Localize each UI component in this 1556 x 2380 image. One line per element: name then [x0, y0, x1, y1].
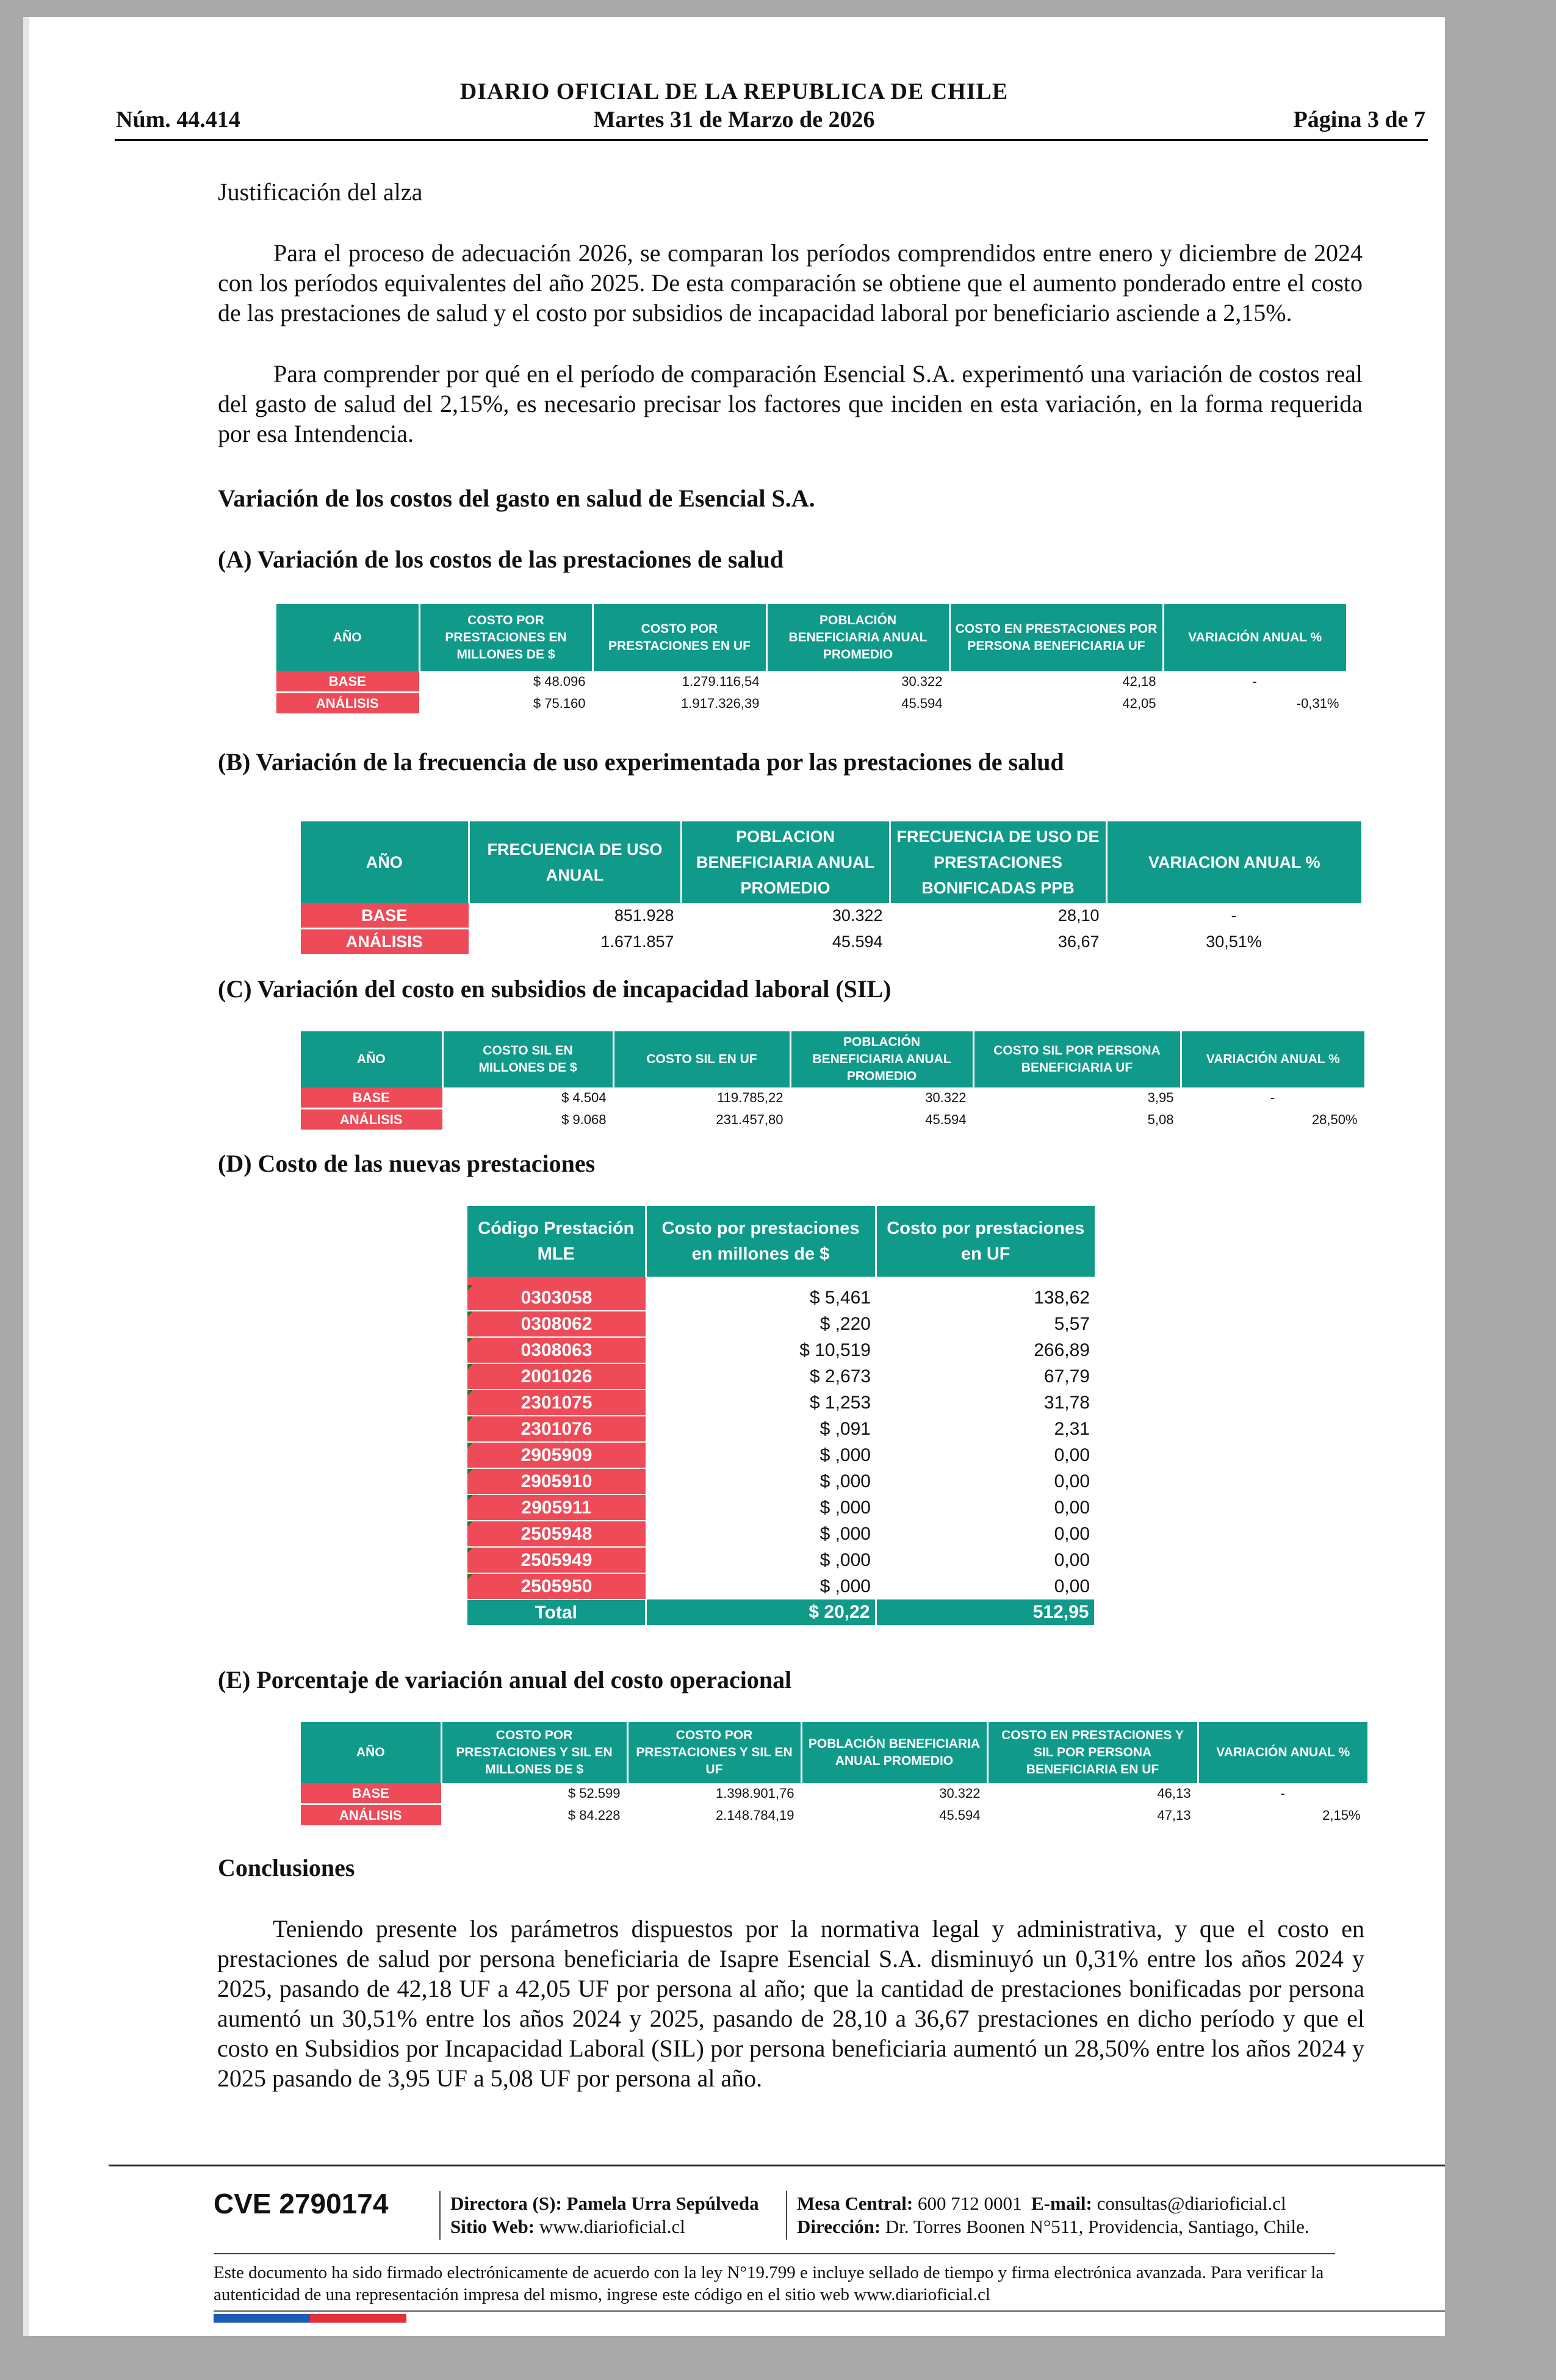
table-cell: $ 2,673 — [809, 1366, 871, 1387]
phone-label: Mesa Central: — [797, 2193, 913, 2214]
table-cell: 0,00 — [1054, 1576, 1090, 1596]
table-b-title: (B) Variación de la frecuencia de uso experimentada por las prestaciones de salud — [218, 748, 1064, 776]
table-a-header: COSTO POR PRESTACIONES EN MILLONES DE $ — [419, 604, 593, 671]
table-b — [301, 821, 1363, 956]
total-cost-uf: 512,95 — [876, 1599, 1095, 1625]
table-cell: $ ,000 — [819, 1471, 871, 1491]
table-c-header: COSTO SIL POR PERSONA BENEFICIARIA UF — [973, 1031, 1181, 1087]
table-cell: 2,31 — [1054, 1418, 1090, 1439]
flag-stripe-blue — [214, 2314, 310, 2323]
table-d-header: Costo por prestaciones en millones de $ — [646, 1206, 876, 1277]
table-c-header: VARIACIÓN ANUAL % — [1181, 1031, 1364, 1087]
header-rule — [115, 139, 1428, 141]
legal-notice: Este documento ha sido firmado electrónicamente de acuerdo con la ley N°19.799 e incluye sellado de tiempo y firma electrónica avanzada. Para verificar la autenticidad de una representación impresa del mismo, ingrese este código en el sitio web www.diarioficial.cl — [214, 2263, 1324, 2304]
contact-block — [797, 2192, 1309, 2238]
table-cell: 30.322 — [901, 674, 943, 690]
code-cell: 0308062 — [467, 1311, 646, 1337]
total-row — [467, 1599, 1095, 1625]
row-label: ANÁLISIS — [301, 1805, 441, 1826]
table-cell: 46,13 — [1157, 1786, 1191, 1801]
table-cell: $ 4.504 — [561, 1090, 607, 1106]
issue-date: Martes 31 de Marzo de 2026 — [593, 107, 875, 132]
table-a-title: (A) Variación de los costos de las prestaciones de salud — [218, 546, 784, 573]
table-cell: $ 5,461 — [809, 1288, 871, 1308]
code-cell: 2505949 — [467, 1547, 646, 1573]
table-row — [301, 1805, 1367, 1826]
table-a-header: AÑO — [276, 604, 419, 671]
table-cell: $ ,000 — [819, 1549, 871, 1570]
table-row — [301, 903, 1361, 929]
table-cell: - — [1231, 906, 1237, 925]
table-e-header: COSTO POR PRESTACIONES Y SIL EN MILLONES DE $ — [441, 1722, 627, 1783]
table-cell: - — [1252, 674, 1257, 690]
table-b-header: FRECUENCIA DE USO DE PRESTACIONES BONIFICADAS PPB — [890, 821, 1106, 903]
table-cell: 1.917.326,39 — [681, 695, 760, 711]
table-cell: 30,51% — [1206, 932, 1262, 951]
table-cell: 28,50% — [1311, 1111, 1358, 1127]
email-value: consultas@diarioficial.cl — [1097, 2193, 1286, 2214]
table-row — [467, 1285, 1095, 1311]
table-row — [467, 1573, 1095, 1599]
table-cell: 0,00 — [1054, 1471, 1090, 1491]
table-cell: 30.322 — [939, 1786, 981, 1801]
total-label: Total — [467, 1599, 646, 1625]
table-row — [467, 1416, 1095, 1442]
table-cell: $ ,000 — [819, 1497, 871, 1518]
table-b-header: AÑO — [301, 821, 469, 903]
table-cell: 36,67 — [1057, 932, 1100, 951]
gazette-title: DIARIO OFICIAL DE LA REPUBLICA DE CHILE — [459, 79, 1009, 104]
web-label: Sitio Web: — [450, 2216, 535, 2237]
footer-rule-2 — [214, 2253, 1335, 2254]
table-cell: -0,31% — [1296, 695, 1339, 711]
row-label: BASE — [301, 903, 469, 929]
director-line — [450, 2192, 759, 2238]
total-cost-millions: $ 20,22 — [646, 1599, 876, 1625]
table-cell: 30.322 — [832, 906, 883, 925]
table-cell: 2,15% — [1322, 1807, 1361, 1823]
table-cell: 3,95 — [1147, 1090, 1174, 1106]
footer-rule — [109, 2165, 1445, 2166]
issue-number: Núm. 44.414 — [116, 107, 240, 132]
code-cell: 0308063 — [467, 1337, 646, 1363]
table-cell: $ ,000 — [819, 1523, 871, 1544]
table-cell: $ 48.096 — [533, 674, 586, 690]
table-cell: 42,18 — [1122, 674, 1156, 690]
code-cell: 2905909 — [467, 1442, 646, 1468]
table-row — [301, 1109, 1364, 1131]
footer-divider — [439, 2191, 441, 2240]
table-cell: 0,00 — [1054, 1444, 1090, 1465]
table-a-header: COSTO EN PRESTACIONES POR PERSONA BENEFICIARIA UF — [949, 604, 1163, 671]
table-cell: 5,57 — [1054, 1313, 1090, 1334]
director-label: Directora (S): — [450, 2193, 562, 2214]
table-e-header: COSTO EN PRESTACIONES Y SIL POR PERSONA BENEFICIARIA EN UF — [987, 1722, 1198, 1783]
table-row — [467, 1442, 1095, 1468]
table-cell: 31,78 — [1043, 1392, 1090, 1413]
footer-divider — [786, 2191, 787, 2240]
code-cell: 2505950 — [467, 1573, 646, 1599]
table-cell: 45.594 — [901, 695, 943, 711]
table-row — [467, 1337, 1095, 1363]
code-cell: 0303058 — [467, 1285, 646, 1311]
table-cell: 28,10 — [1057, 906, 1100, 925]
table-row — [467, 1468, 1095, 1495]
table-row — [467, 1521, 1095, 1547]
table-a-header: COSTO POR PRESTACIONES EN UF — [593, 604, 766, 671]
table-d-header: Código Prestación MLE — [467, 1206, 646, 1277]
web-value: www.diarioficial.cl — [539, 2216, 685, 2237]
row-label: ANÁLISIS — [276, 693, 419, 715]
table-b-header: FRECUENCIA DE USO ANUAL — [469, 821, 681, 903]
table-cell: 851.928 — [614, 906, 674, 925]
table-cell: - — [1270, 1090, 1275, 1106]
table-cell: 45.594 — [832, 932, 883, 951]
table-cell: $ 1,253 — [809, 1392, 871, 1413]
table-cell: $ ,000 — [819, 1444, 871, 1465]
table-a-header: VARIACIÓN ANUAL % — [1163, 604, 1346, 671]
table-cell: $ ,091 — [819, 1418, 871, 1439]
table-cell: 138,62 — [1034, 1288, 1090, 1308]
table-cell: 67,79 — [1043, 1366, 1090, 1387]
table-c-header: POBLACIÓN BENEFICIARIA ANUAL PROMEDIO — [790, 1031, 973, 1087]
table-cell: 1.279.116,54 — [682, 674, 760, 690]
table-cell: $ 84.228 — [567, 1807, 621, 1823]
table-cell: 266,89 — [1034, 1340, 1090, 1360]
table-cell: 5,08 — [1147, 1111, 1174, 1127]
table-c — [301, 1031, 1366, 1131]
table-c-header: COSTO SIL EN MILLONES DE $ — [442, 1031, 613, 1087]
table-b-header: POBLACION BENEFICIARIA ANUAL PROMEDIO — [681, 821, 890, 903]
table-cell: 45.594 — [925, 1111, 967, 1127]
table-row — [467, 1547, 1095, 1573]
table-cell: 1.398.901,76 — [716, 1786, 794, 1801]
row-label: ANÁLISIS — [301, 929, 469, 955]
table-cell: - — [1280, 1786, 1285, 1801]
paragraph-2: Para comprender por qué en el período de comparación Esencial S.A. experimentó una variación de costos real del gasto de salud del 2,15%, es necesario precisar los factores que inciden en esta variación, en la forma requerida por esa Intendencia. — [218, 360, 1363, 447]
table-c-header: COSTO SIL EN UF — [613, 1031, 790, 1087]
row-label: BASE — [276, 671, 419, 693]
document-page — [23, 17, 1445, 2336]
table-row — [301, 1087, 1364, 1109]
row-label: BASE — [301, 1087, 442, 1109]
row-label: BASE — [301, 1783, 441, 1805]
table-cell: 119.785,22 — [717, 1090, 783, 1106]
table-row — [301, 929, 1361, 955]
table-cell: $ ,000 — [819, 1576, 871, 1596]
table-e-header: VARIACIÓN ANUAL % — [1198, 1722, 1367, 1783]
table-cell: $ ,220 — [819, 1313, 871, 1334]
table-row — [467, 1495, 1095, 1521]
table-e-header: POBLACIÓN BENEFICIARIA ANUAL PROMEDIO — [801, 1722, 987, 1783]
table-row — [467, 1363, 1095, 1390]
code-cell: 2301075 — [467, 1390, 646, 1416]
table-d — [467, 1206, 1096, 1625]
table-b-header: VARIACION ANUAL % — [1106, 821, 1361, 903]
table-e-header: COSTO POR PRESTACIONES Y SIL EN UF — [627, 1722, 801, 1783]
table-cell: 45.594 — [939, 1807, 981, 1823]
code-cell: 2301076 — [467, 1416, 646, 1442]
table-cell: 0,00 — [1054, 1523, 1090, 1544]
flag-stripe-red — [310, 2314, 406, 2323]
address-label: Dirección: — [797, 2216, 881, 2237]
code-cell: 2905911 — [467, 1495, 646, 1521]
table-d-title: (D) Costo de las nuevas prestaciones — [218, 1150, 596, 1177]
code-cell: 2001026 — [467, 1363, 646, 1390]
table-cell: 0,00 — [1054, 1497, 1090, 1518]
table-e-header: AÑO — [301, 1722, 441, 1783]
table-cell: 2.148.784,19 — [716, 1807, 794, 1823]
table-cell: $ 52.599 — [567, 1786, 621, 1801]
table-cell: 1.671.857 — [600, 932, 674, 951]
table-cell: 0,00 — [1054, 1549, 1090, 1570]
table-cell: 42,05 — [1122, 695, 1156, 711]
section-title: Variación de los costos del gasto en salud de Esencial S.A. — [218, 485, 815, 512]
page-indicator: Página 3 de 7 — [1293, 107, 1425, 132]
table-e-title: (E) Porcentaje de variación anual del costo operacional — [218, 1666, 792, 1693]
table-row — [276, 671, 1346, 693]
paragraph-1: Para el proceso de adecuación 2026, se comparan los períodos comprendidos entre enero y diciembre de 2024 con los períodos equivalentes del año 2025. De esta comparación se obtiene que el aumento ponderado entre el costo de las prestaciones de salud y el costo por subsidios de incapacidad laboral por beneficiario asciende a 2,15%. — [218, 239, 1363, 326]
table-c-header: AÑO — [301, 1031, 442, 1087]
table-cell: $ 10,519 — [799, 1340, 871, 1360]
director-name: Pamela Urra Sepúlveda — [566, 2193, 759, 2214]
conclusions-paragraph: Teniendo presente los parámetros dispuestos por la normativa legal y administrativa, y que el costo en prestaciones de salud por persona beneficiaria de Isapre Esencial S.A. disminuyó un 0,31% entre los años 2024 y 2025, pasando de 42,18 UF a 42,05 UF por persona al año; que la cantidad de prestaciones bonificadas por persona aumentó un 30,51% entre los años 2024 y 2025, pasando de 28,10 a 36,67 prestaciones en dicho período y que el costo en Subsidios por Incapacidad Laboral (SIL) por persona beneficiaria aumentó un 28,50% entre los años 2024 y 2025 pasando de 3,95 UF a 5,08 UF por persona al año. — [217, 1915, 1364, 2092]
table-a — [276, 604, 1347, 715]
table-cell: $ 9.068 — [561, 1111, 607, 1127]
address-value: Dr. Torres Boonen N°511, Providencia, Santiago, Chile. — [885, 2216, 1309, 2237]
table-cell: 30.322 — [925, 1090, 967, 1106]
conclusions-title: Conclusiones — [218, 1854, 355, 1881]
table-cell: 231.457,80 — [716, 1111, 783, 1127]
table-d-header: Costo por prestaciones en UF — [876, 1206, 1095, 1277]
table-row — [467, 1390, 1095, 1416]
cve-code: CVE 2790174 — [214, 2188, 389, 2220]
row-label: ANÁLISIS — [301, 1109, 442, 1131]
email-label: E-mail: — [1031, 2193, 1092, 2214]
table-row — [467, 1311, 1095, 1337]
code-cell: 2905910 — [467, 1468, 646, 1495]
table-a-header: POBLACIÓN BENEFICIARIA ANUAL PROMEDIO — [766, 604, 949, 671]
footer-rule-3 — [214, 2310, 1445, 2312]
table-cell: $ 75.160 — [533, 695, 586, 711]
phone-value: 600 712 0001 — [918, 2193, 1022, 2214]
table-row — [301, 1783, 1367, 1805]
table-cell: 47,13 — [1157, 1807, 1191, 1823]
table-e — [301, 1722, 1369, 1827]
table-row — [276, 693, 1346, 715]
code-cell: 2505948 — [467, 1521, 646, 1547]
table-c-title: (C) Variación del costo en subsidios de incapacidad laboral (SIL) — [218, 975, 891, 1003]
justification-title: Justificación del alza — [218, 178, 423, 206]
